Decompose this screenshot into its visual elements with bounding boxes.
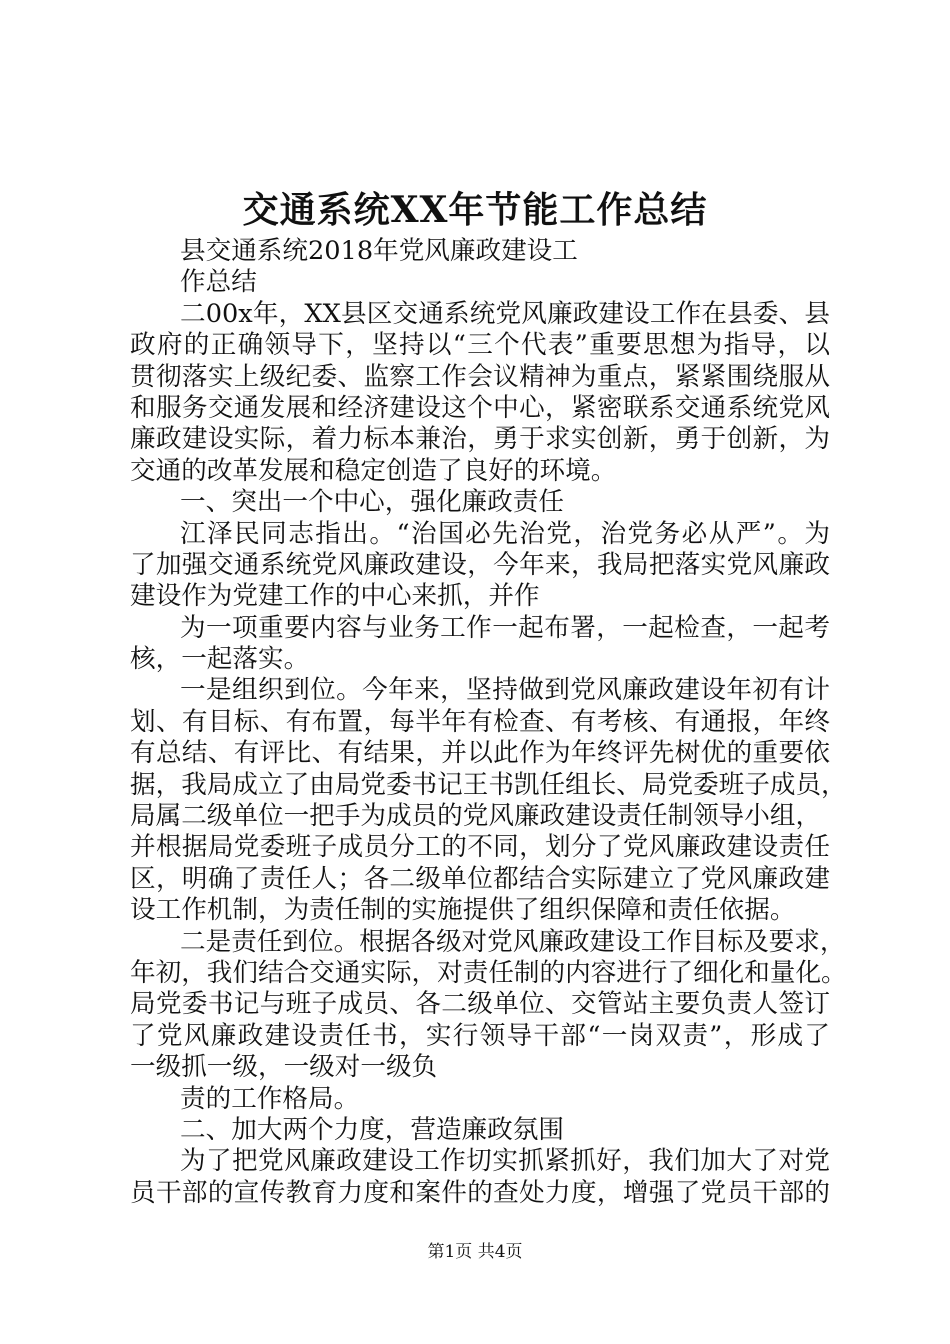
text-line: 员干部的宣传教育力度和案件的查处力度，增强了党员干部的: [130, 1177, 830, 1208]
text-line: 有总结、有评比、有结果，并以此作为年终评先树优的重要依: [130, 738, 830, 769]
text-line: 作总结: [180, 267, 257, 298]
text-line: 一级抓一级，一级对一级负: [130, 1052, 438, 1083]
page-footer: 第1页 共4页: [427, 1242, 523, 1262]
text-line: 并根据局党委班子成员分工的不同，划分了党风廉政建设责任: [130, 832, 830, 863]
text-line: 廉政建设实际，着力标本兼治，勇于求实创新，勇于创新，为: [130, 424, 830, 455]
text-line: 和服务交通发展和经济建设这个中心，紧密联系交通系统党风: [130, 392, 830, 423]
text-line: 了党风廉政建设责任书，实行领导干部“一岗双责”，形成了: [130, 1020, 830, 1051]
text-line: 局党委书记与班子成员、各二级单位、交管站主要负责人签订: [130, 989, 830, 1020]
text-line: 设工作机制，为责任制的实施提供了组织保障和责任依据。: [130, 895, 796, 926]
text-line: 二是责任到位。根据各级对党风廉政建设工作目标及要求，: [180, 926, 846, 957]
text-line: 一是组织到位。今年来，坚持做到党风廉政建设年初有计: [180, 675, 830, 706]
document-title: 交通系统XX年节能工作总结: [242, 189, 708, 231]
text-line: 了加强交通系统党风廉政建设，今年来，我局把落实党风廉政: [130, 549, 830, 580]
text-line: 为了把党风廉政建设工作切实抓紧抓好，我们加大了对党: [180, 1146, 830, 1177]
text-line: 建设作为党建工作的中心来抓，并作: [130, 581, 540, 612]
text-line: 划、有目标、有布置，每半年有检查、有考核、有通报，年终: [130, 706, 830, 737]
text-line: 核，一起落实。: [130, 644, 310, 675]
text-line: 为一项重要内容与业务工作一起布署，一起检查，一起考: [180, 612, 830, 643]
text-line: 贯彻落实上级纪委、监察工作会议精神为重点，紧紧围绕服从: [130, 361, 830, 392]
text-line: 江泽民同志指出。“治国必先治党，治党务必从严”。为: [180, 518, 830, 549]
text-line: 一、突出一个中心，强化廉政责任: [180, 487, 564, 518]
text-line: 县交通系统2018年党风廉政建设工: [180, 236, 578, 266]
document-body: [130, 236, 847, 1209]
text-line: 年初，我们结合交通实际，对责任制的内容进行了细化和量化。: [130, 957, 847, 988]
text-line: 交通的改革发展和稳定创造了良好的环境。: [130, 455, 617, 486]
text-line: 政府的正确领导下，坚持以“三个代表”重要思想为指导，以: [130, 330, 830, 361]
text-line: 据，我局成立了由局党委书记王书凯任组长、局党委班子成员，: [130, 769, 847, 800]
text-line: 二、加大两个力度，营造廉政氛围: [180, 1114, 564, 1145]
text-line: 局属二级单位一把手为成员的党风廉政建设责任制领导小组，: [130, 801, 822, 832]
text-line: 二00x年，XX县区交通系统党风廉政建设工作在县委、县: [180, 298, 830, 329]
text-line: 责的工作格局。: [180, 1083, 360, 1114]
text-line: 区，明确了责任人；各二级单位都结合实际建立了党风廉政建: [130, 863, 830, 894]
